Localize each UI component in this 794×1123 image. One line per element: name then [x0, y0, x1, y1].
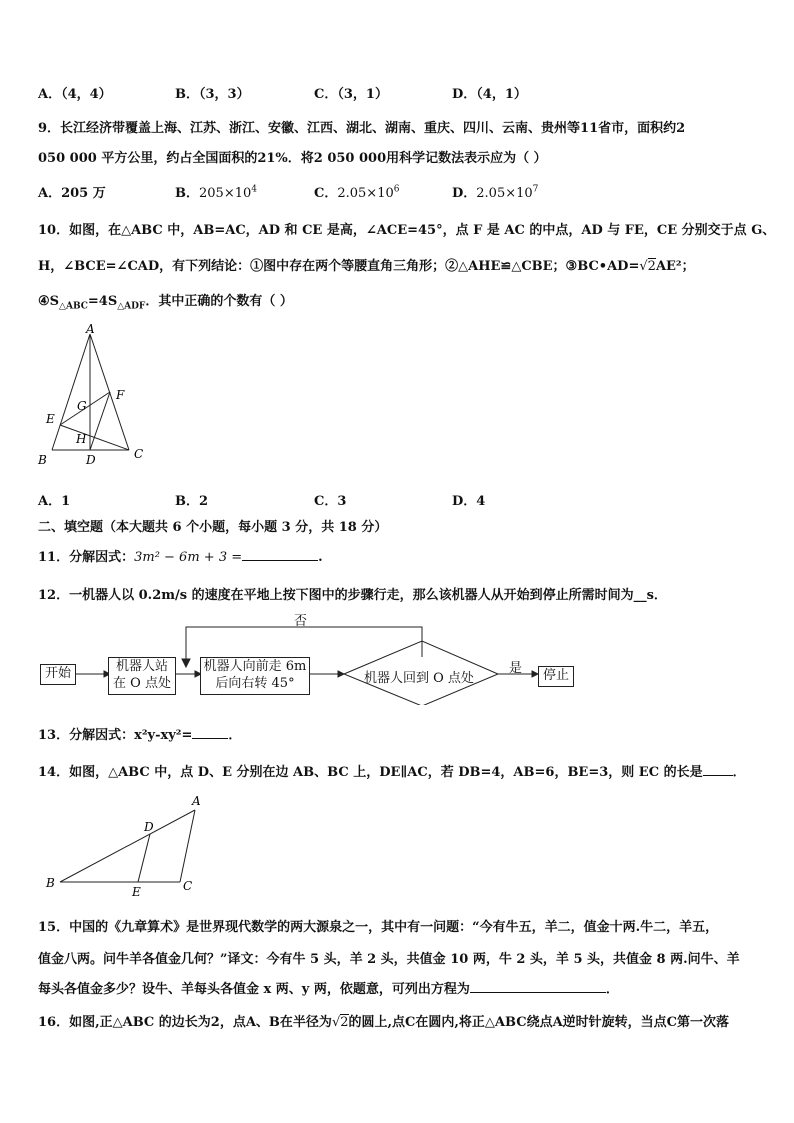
q10-line1: 10．如图，在△ABC 中，AB=AC，AD 和 CE 是高，∠ACE=45°，点 F 是 AC 的中点，AD 与 FE，CE 分别交于点 G、 [38, 223, 776, 238]
q10-triangle-figure [36, 322, 156, 472]
flow-decision-text: 机器人回到 O 点处 [364, 671, 474, 686]
flow-step-walk-turn: 机器人向前走 6m 后向右转 45° [200, 657, 310, 695]
section-heading-fill-in: 二、填空题（本大题共 6 个小题，每小题 3 分，共 18 分） [38, 520, 388, 535]
label-B: B [46, 876, 55, 890]
label-E: E [46, 412, 55, 426]
q9-line1: 9．长江经济带覆盖上海、江苏、浙江、安徽、江西、湖北、湖南、重庆、四川、云南、贵州等11省市，面积约2 [38, 121, 686, 136]
q10-option-c: C．3 [314, 494, 347, 509]
flow-yes-label: 是 [509, 661, 523, 676]
q9-line2: 050 000 平方公里，约占全国面积的21%．将2 050 000用科学记数法表示应为（ ） [38, 151, 547, 166]
label-H: H [76, 432, 87, 446]
flow-step-stand-at-o: 机器人站 在 O 点处 [108, 657, 176, 695]
q8-option-b: B．（3，3） [175, 87, 250, 102]
q9-option-c: C．$2.05\times 10^6$ [314, 184, 400, 201]
label-G: G [77, 399, 87, 413]
label-D: D [144, 820, 154, 834]
q10-line3: $④S_{\triangle ABC}=4S_{\triangle ADF}$．其中正确的个数有（ ） [38, 294, 293, 312]
q12: 12．一机器人以 0.2m/s 的速度在平地上按下图中的步骤行走，那么该机器人从开始到停止所需时间为__s． [38, 588, 667, 603]
label-E: E [132, 885, 141, 899]
q14-triangle-figure [40, 790, 220, 900]
q10-line2: H，∠BCE=∠CAD，有下列结论：①图中存在两个等腰直角三角形；②△AHE≌△CBE；③BC•AD=√2AE²； [38, 259, 695, 274]
q10-option-a: A．1 [38, 494, 71, 509]
q13: 13．分解因式：x²y-xy²= ． [38, 728, 242, 743]
q10-option-b: B．2 [175, 494, 209, 509]
q15-line1: 15．中国的《九章算术》是世界现代数学的两大源泉之一，其中有一问题：“今有牛五，羊二，值金十两.牛二，羊五， [38, 920, 719, 935]
label-B: B [38, 453, 47, 467]
q11-answer-blank [242, 548, 318, 561]
q14: 14．如图，△ABC 中，点 D、E 分别在边 AB、BC 上，DE∥AC，若 DB=4，AB=6，BE=3，则 EC 的长是 ． [38, 765, 746, 780]
label-F: F [116, 388, 125, 402]
label-A: A [86, 322, 95, 336]
q8-option-d: D．（4，1） [452, 87, 527, 102]
flow-no-label: 否 [294, 614, 308, 629]
q10-option-d: D．4 [452, 494, 486, 509]
q9-option-d: D．$2.05\times 10^7$ [452, 184, 539, 201]
label-D: D [86, 453, 96, 467]
label-C: C [183, 879, 193, 893]
q9-option-a: A．205 万 [38, 186, 106, 201]
q15-line2: 值金八两。问牛羊各值金几何？”译文：今有牛 5 头，羊 2 头，共值金 10 两，牛 2 头，羊 5 头，共值金 8 两.问牛、羊 [38, 952, 740, 967]
q9-option-b: B．$205\times 10^4$ [175, 184, 257, 201]
label-A: A [192, 794, 201, 808]
q14-answer-blank [703, 763, 733, 776]
q11: 11．分解因式：3m² − 6m + 3 = . [38, 550, 323, 565]
flow-stop: 停止 [538, 666, 574, 687]
q16-line1: 16．如图,正△ABC 的边长为2，点A、B在半径为√2的圆上,点C在圆内,将正△ABC绕点A逆时针旋转，当点C第一次落 [38, 1015, 730, 1030]
q15-answer-blank [470, 980, 606, 993]
flow-start: 开始 [40, 664, 76, 685]
q8-option-a: A．（4，4） [38, 87, 112, 102]
label-C: C [134, 447, 144, 461]
q15-line3: 每头各值金多少？设牛、羊每头各值金 x 两、y 两，依题意，可列出方程为 ． [38, 982, 619, 997]
q13-answer-blank [192, 726, 228, 739]
q8-option-c: C．（3，1） [314, 87, 388, 102]
